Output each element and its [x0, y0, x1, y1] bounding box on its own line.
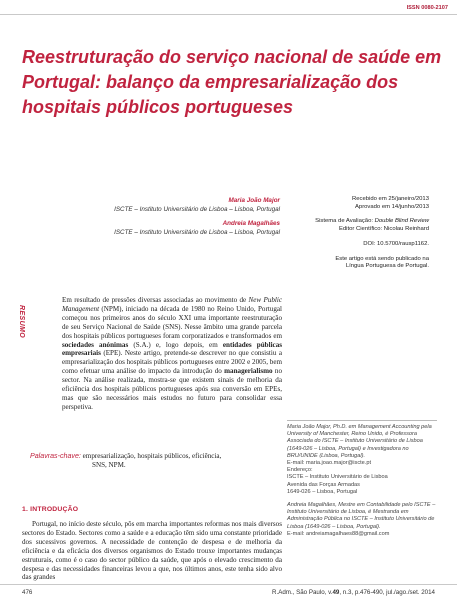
author-email-2: E-mail: andreiamagalhaes88@gmail.com — [287, 530, 390, 537]
header-divider — [0, 14, 457, 15]
issn-label: ISSN 0080-2107 — [406, 5, 448, 11]
author-affiliation-2: ISCTE – Instituto Universitário de Lisboa – Lisboa, Portugal — [114, 229, 280, 236]
keywords-text-2: SNS, NPM. — [92, 460, 126, 469]
submission-info — [279, 196, 429, 271]
journal-citation: R.Adm., São Paulo, v.49, n.3, p.476-490, jul./ago./set. 2014 — [272, 589, 435, 596]
sa-term: sociedades anónimas — [62, 340, 129, 349]
introduction-paragraph: Portugal, no início deste século, pôs em marcha importantes reformas nos mais diversos sectores do Estado. Sectores como a saúde e a educação têm sido uma constante prioridade dos sucessivos governos. A necessidade de contenção de despesa e de melhoria da eficiência e da eficácia dos diversos organismos do Estado trouxe importantes mudanças estruturais, como é o caso do sector público da saúde, que após o elevado crescimento da despesa e das necessidades financeiras levou a que, nos últimos anos, este tenha sido alvo das grandes — [22, 520, 282, 582]
author-block — [40, 196, 280, 237]
author-notes — [287, 424, 439, 544]
author-name-1: Maria João Major — [228, 197, 280, 204]
author-note-1: Maria João Major, Ph.D. em Management Accounting pela University of Manchester, Reino Unido, é Professora Associada do ISCTE – Instituto Universitário de Lisboa (1649-026 – Lisboa, Portugal) e Investigadora no BRU/UNIDE (Lisboa, Portugal). E-mail: maria.joao.major@iscte.pt Endereço: ISCTE – Instituto Universitário de Lisboa Avenida das Forças Armadas 1649-026 – Lisboa, Portugal — [287, 424, 432, 495]
received-date: Recebido em 25/janeiro/2013 — [352, 196, 429, 202]
review-system: Sistema de Avaliação: Double Blind Review — [315, 218, 429, 225]
author-note-2: Andreia Magalhães, Mestre em Contabilidade pelo ISCTE – Instituto Universitário de Lisboa, é Mestranda em Administração Pública no ISCTE – Instituto Universitário de Lisboa (1649-026 – Lisboa, Portugal). E-mail: andreiamagalhaes88@gmail.com — [287, 502, 436, 537]
keywords — [30, 452, 282, 470]
footer-divider — [0, 584, 457, 585]
language-note-1: Este artigo está sendo publicado na — [335, 255, 429, 262]
sidebar-divider — [287, 420, 437, 421]
managerialism-term: managerialismo — [224, 367, 273, 376]
language-note-2: Língua Portuguesa de Portugal. — [345, 263, 429, 270]
author-affiliation-1: ISCTE – Instituto Universitário de Lisboa – Lisboa, Portugal — [114, 206, 280, 213]
section-heading-introduction: 1. INTRODUÇÃO — [22, 506, 79, 513]
epe-term: entidades públicas empresariais — [62, 340, 282, 358]
npm-term: New Public Management — [62, 296, 282, 313]
keywords-text: empresarialização, hospitais públicos, eficiência, — [82, 452, 222, 460]
approved-date: Aprovado em 14/junho/2013 — [354, 203, 429, 210]
article-title: Reestruturação do serviço nacional de saúde em Portugal: balanço da empresarialização dos hospitais públicos portugueses — [22, 47, 442, 117]
abstract-text: Em resultado de pressões diversas associadas ao movimento de New Public Management (NPM), iniciado na década de 1980 no Reino Unido, Portugal começou nos primeiros anos do século XXI uma importante reestruturação de seu Serviço Nacional de Saúde (SNS). Nesse âmbito uma grande parcela dos hospitais públicos portugueses foram corporatizados e transformados em sociedades anónimas (S.A.) e, logo depois, em entidades públicas empresariais (EPE). Neste artigo, pretende-se descrever no que consistiu a empresarialização dos hospitais públicos portugueses entre 2002 e 2005, bem como efetuar uma análise do impacto da introdução do managerialismo no sector. Na análise realizada, mostra-se que existem sinais de melhoria da eficiência dos hospitais públicos portugueses após sua conversão em EPEs, mas que são necessários mais estudos no futuro para consolidar essa perspetiva. — [62, 296, 282, 411]
author-name-2: Andreia Magalhães — [222, 220, 280, 227]
author-email-1: E-mail: maria.joao.major@iscte.pt — [287, 460, 372, 467]
keywords-label: Palavras-chave: — [30, 452, 81, 460]
introduction-text — [22, 520, 282, 582]
abstract-label: RESUMO — [18, 305, 25, 339]
scientific-editor: Editor Científico: Nicolau Reinhard — [338, 226, 429, 233]
doi: DOI: 10.5700/rausp1162. — [363, 240, 429, 247]
page-number: 476 — [22, 589, 33, 596]
